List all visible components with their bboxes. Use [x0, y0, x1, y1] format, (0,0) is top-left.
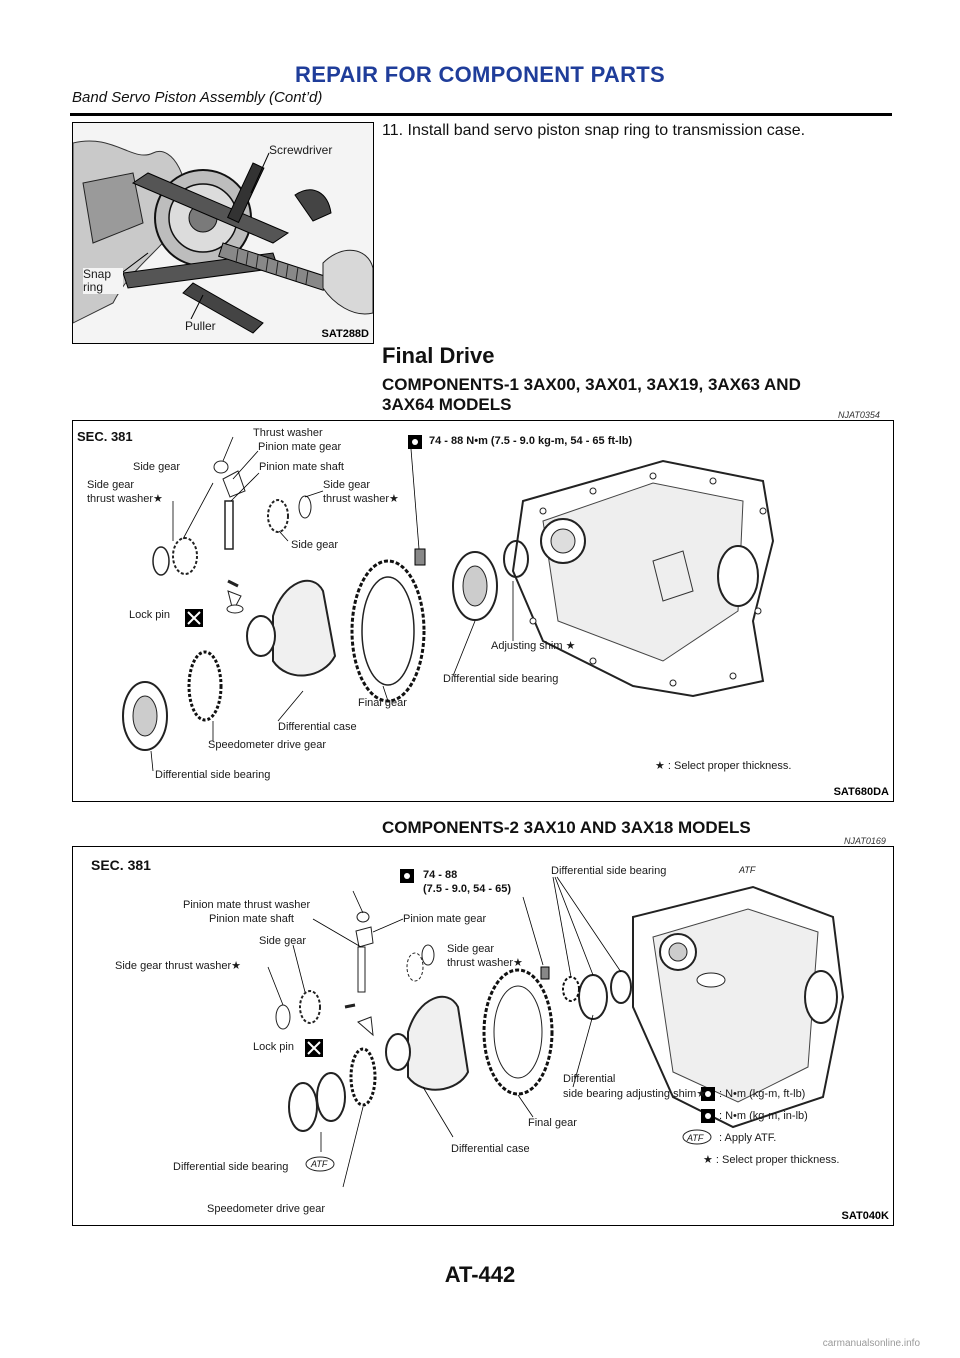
components-1-heading	[382, 375, 801, 415]
section-heading-final-drive: Final Drive	[382, 343, 495, 368]
label-side-gear-thrust-washer-left-2: thrust washer★	[87, 493, 163, 505]
label-side-gear-mid: Side gear	[291, 539, 339, 551]
watermark: carmanualsonline.info	[822, 1338, 920, 1349]
atf-badge-top: ATF	[739, 865, 756, 875]
legend-apply-atf: : Apply ATF.	[719, 1132, 777, 1144]
label-differential-2: side bearing adjusting shim★	[563, 1088, 707, 1100]
label-differential-case: Differential case	[278, 721, 357, 733]
label-diff-side-bearing-top: Differential side bearing	[551, 865, 667, 877]
components-2-heading: COMPONENTS-2 3AX10 AND 3AX18 MODELS	[382, 818, 751, 837]
legend-torque-ftlb: : N•m (kg-m, ft-lb)	[719, 1088, 806, 1100]
components-2-tag: NJAT0169	[844, 836, 886, 846]
label-thrust-washer: Thrust washer	[253, 427, 323, 439]
figure-code: SAT680DA	[833, 786, 889, 798]
label-pinion-mate-shaft: Pinion mate shaft	[259, 461, 344, 473]
label-side-gear: Side gear	[259, 935, 307, 947]
label-final-gear: Final gear	[358, 697, 407, 709]
components-1-heading-line2: 3AX64 MODELS	[382, 395, 512, 414]
legend-select-thickness: ★ : Select proper thickness.	[703, 1154, 840, 1166]
label-side-gear-thrust-washer-right-1: Side gear	[447, 943, 495, 955]
figure-snap-ring-install	[72, 122, 374, 344]
components-2-torque-2: (7.5 - 9.0, 54 - 65)	[423, 883, 512, 895]
atf-badge-legend: ATF	[687, 1133, 704, 1143]
label-differential-1: Differential	[563, 1073, 616, 1085]
label-select-thickness: ★ : Select proper thickness.	[655, 760, 792, 772]
page-number: AT-442	[444, 1262, 516, 1287]
label-pinion-mate-shaft: Pinion mate shaft	[209, 913, 294, 925]
header-divider	[70, 113, 892, 116]
label-differential-side-bearing-bottom: Differential side bearing	[155, 769, 271, 781]
label-adjusting-shim: Adjusting shim ★	[491, 640, 576, 652]
label-pinion-mate-gear: Pinion mate gear	[403, 913, 487, 925]
label-screwdriver: Screwdriver	[269, 143, 333, 157]
page-header-title: REPAIR FOR COMPONENT PARTS	[295, 62, 665, 87]
label-puller: Puller	[185, 319, 216, 333]
label-pinion-mate-gear: Pinion mate gear	[258, 441, 342, 453]
label-differential-side-bearing-mid: Differential side bearing	[443, 673, 559, 685]
label-side-gear-thrust-washer-left: Side gear thrust washer★	[115, 960, 242, 972]
label-side-gear-thrust-washer-right-2: thrust washer★	[447, 957, 523, 969]
label-side-gear-thrust-washer-right-1: Side gear	[323, 479, 371, 491]
label-pinion-mate-thrust-washer: Pinion mate thrust washer	[183, 899, 311, 911]
label-snap-ring: Snap ring	[83, 268, 123, 294]
legend-torque-inlb: : N•m (kg-m, in-lb)	[719, 1110, 808, 1122]
figure-components-1	[72, 420, 894, 802]
label-speedometer-drive-gear: Speedometer drive gear	[208, 739, 327, 751]
label-speedometer-drive-gear: Speedometer drive gear	[207, 1203, 326, 1215]
components-2-sec: SEC. 381	[91, 857, 151, 873]
figure-components-2	[72, 846, 894, 1226]
label-lock-pin: Lock pin	[253, 1041, 294, 1053]
label-lock-pin: Lock pin	[129, 609, 170, 621]
label-differential-case: Differential case	[451, 1143, 530, 1155]
components-1-sec: SEC. 381	[77, 429, 133, 444]
components-1-tag: NJAT0354	[838, 410, 880, 420]
components-1-heading-line1: COMPONENTS-1 3AX00, 3AX01, 3AX19, 3AX63 AND	[382, 375, 801, 394]
atf-badge-bottom: ATF	[311, 1159, 328, 1169]
figure-code: SAT288D	[321, 328, 369, 340]
page-header-subtitle: Band Servo Piston Assembly (Cont’d)	[72, 89, 323, 106]
label-side-gear-thrust-washer-left-1: Side gear	[87, 479, 135, 491]
step-11-text: 11. Install band servo piston snap ring to transmission case.	[382, 122, 806, 139]
label-diff-side-bearing-bottom: Differential side bearing	[173, 1161, 289, 1173]
components-2-torque-1: 74 - 88	[423, 869, 458, 881]
label-final-gear: Final gear	[528, 1117, 577, 1129]
components-1-diagram	[73, 421, 893, 801]
figure-code: SAT040K	[841, 1210, 889, 1222]
components-1-torque: 74 - 88 N•m (7.5 - 9.0 kg-m, 54 - 65 ft-lb)	[429, 435, 633, 447]
label-side-gear-thrust-washer-right-2: thrust washer★	[323, 493, 399, 505]
label-side-gear-top: Side gear	[133, 461, 181, 473]
